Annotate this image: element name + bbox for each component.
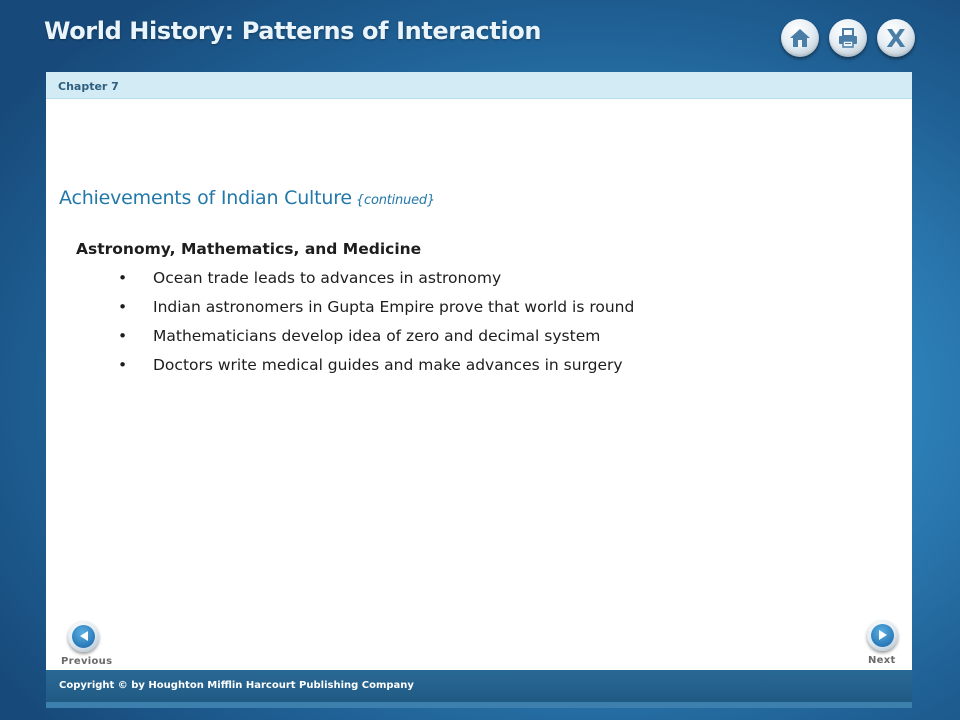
print-button[interactable]	[829, 19, 867, 57]
bullet-item	[118, 327, 634, 356]
chapter-bar	[46, 72, 912, 99]
printer-icon	[837, 27, 859, 49]
close-button[interactable]	[877, 19, 915, 57]
bullet-text: Indian astronomers in Gupta Empire prove that world is round	[153, 298, 635, 316]
bullet-item	[118, 269, 634, 298]
arrow-left-icon	[78, 627, 90, 646]
bullet-text: Doctors write medical guides and make advances in surgery	[153, 356, 623, 374]
bullet-item	[118, 356, 634, 385]
previous-label[interactable]: Previous	[61, 656, 113, 667]
footer-bar	[46, 670, 912, 702]
slide-panel	[46, 72, 912, 708]
app-title: World History: Patterns of Interaction	[44, 17, 542, 45]
bullet-dot: •	[118, 356, 128, 374]
close-icon: X	[886, 23, 906, 53]
arrow-right-icon	[877, 626, 889, 645]
slide-title-suffix: {continued}	[355, 193, 436, 208]
bullet-text: Mathematicians develop idea of zero and decimal system	[153, 327, 601, 345]
home-icon	[789, 28, 811, 48]
bullet-dot: •	[118, 298, 128, 316]
next-label[interactable]: Next	[868, 655, 896, 666]
section-heading: Astronomy, Mathematics, and Medicine	[76, 240, 422, 258]
bullet-list	[118, 269, 634, 385]
home-button[interactable]	[781, 19, 819, 57]
copyright-text: Copyright © by Houghton Mifflin Harcourt Publishing Company	[59, 680, 414, 691]
bullet-item	[118, 298, 634, 327]
bullet-dot: •	[118, 269, 128, 287]
footer-strip	[46, 702, 912, 708]
slide-title	[59, 187, 435, 209]
chapter-label: Chapter 7	[58, 80, 119, 93]
previous-button[interactable]	[68, 621, 99, 652]
next-button[interactable]	[867, 620, 898, 651]
slide-title-text: Achievements of Indian Culture	[59, 187, 352, 209]
bullet-text: Ocean trade leads to advances in astronomy	[153, 269, 502, 287]
bullet-dot: •	[118, 327, 128, 345]
